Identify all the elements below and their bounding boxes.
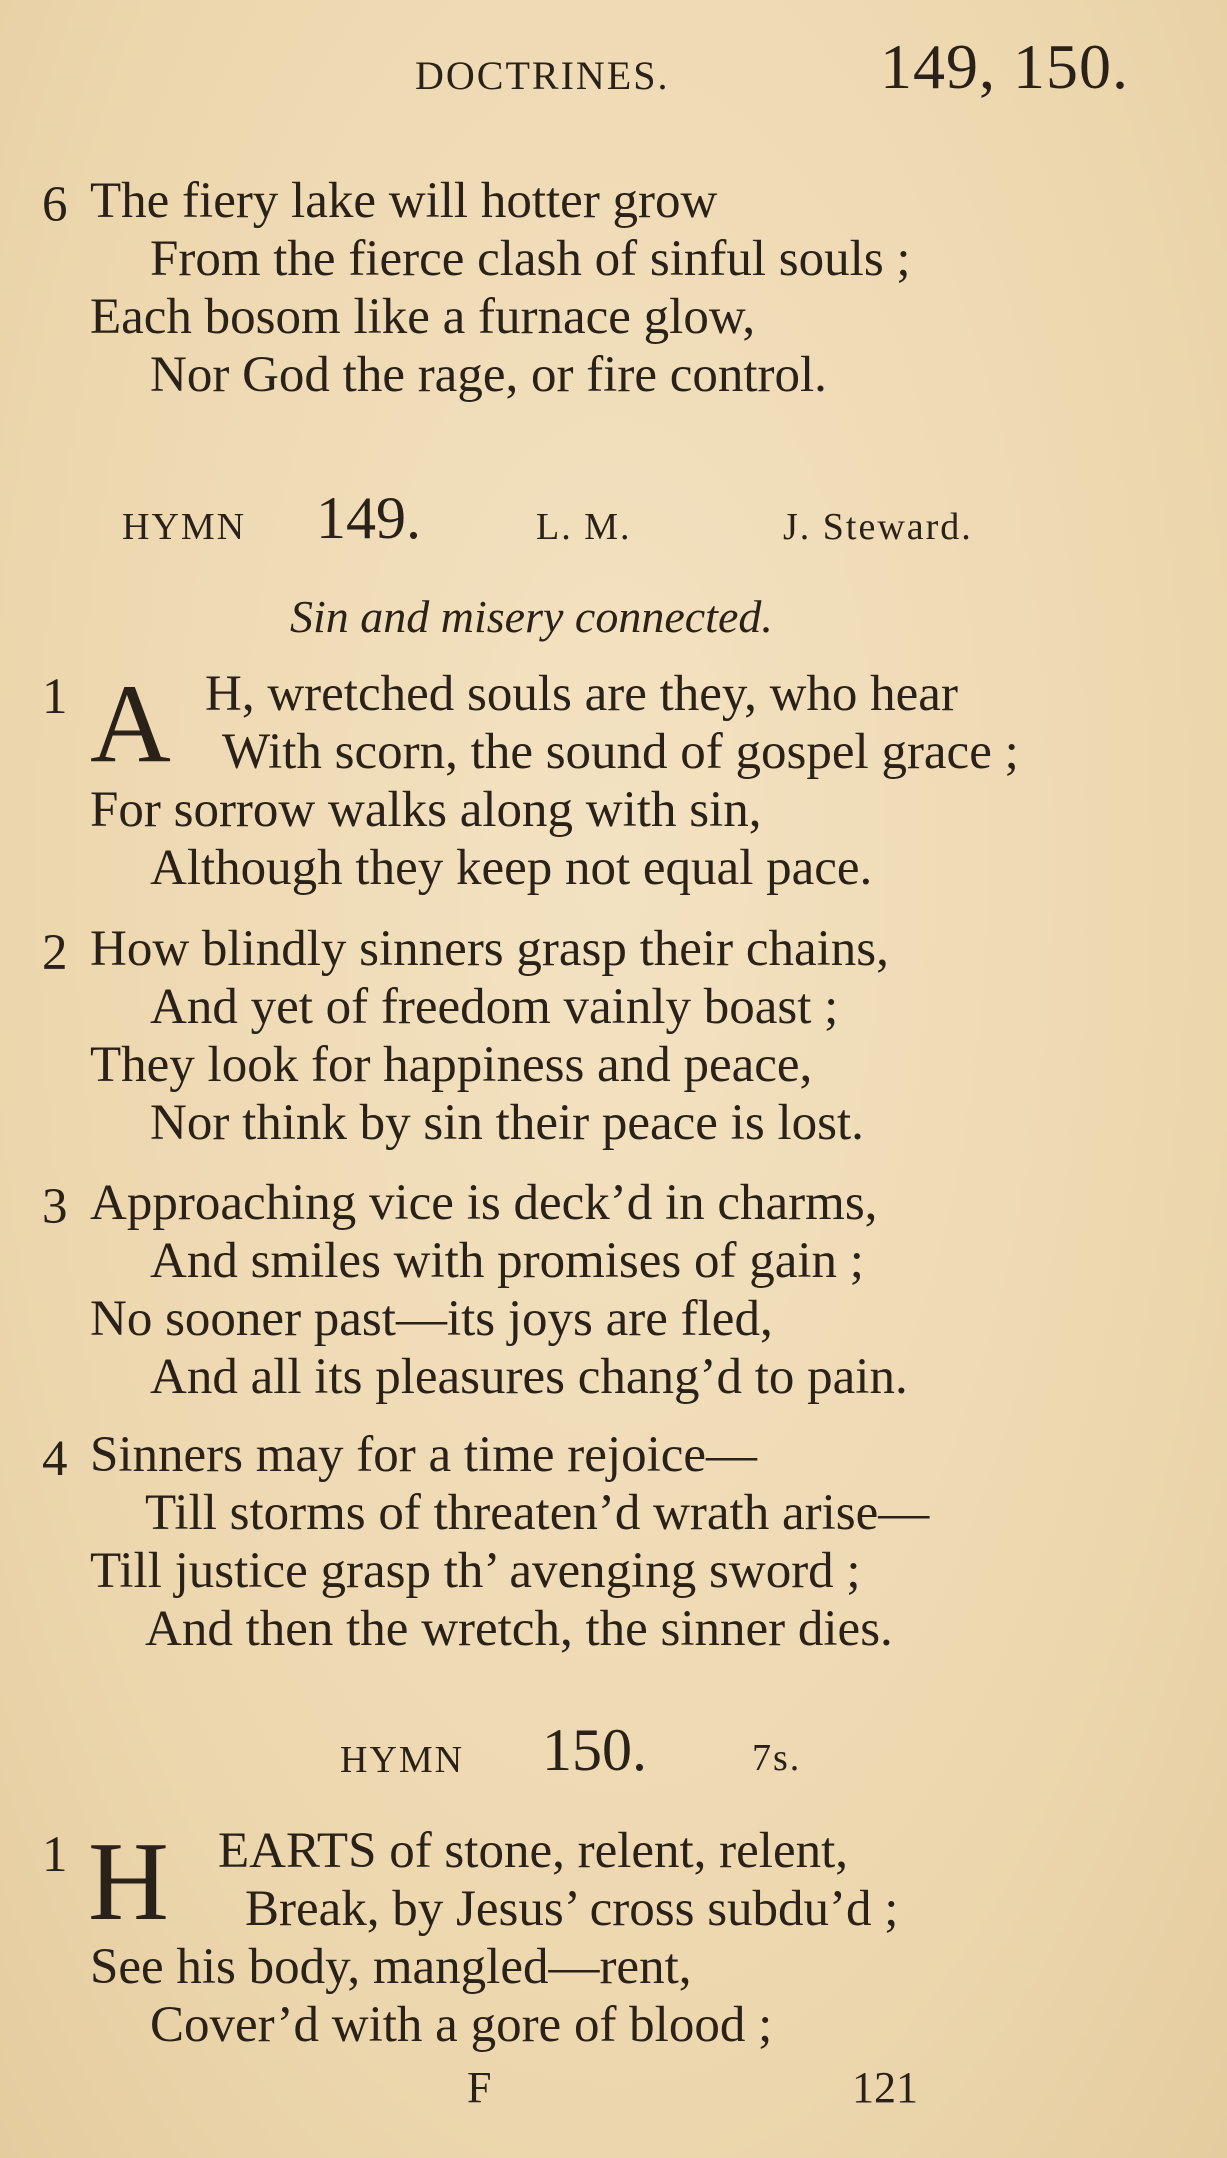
stanza-number: 1: [42, 669, 68, 725]
stanza-line: Approaching vice is deck’d in charms,: [90, 1175, 878, 1231]
page-number: 121: [852, 2063, 918, 2112]
drop-cap: A: [90, 662, 171, 786]
stanza-line: Cover’d with a gore of blood ;: [150, 1997, 773, 2053]
stanza-line: H, wretched souls are they, who hear: [205, 666, 958, 722]
stanza-line: The fiery lake will hotter grow: [90, 173, 718, 229]
stanza-line: Till storms of threaten’d wrath arise—: [145, 1485, 930, 1541]
stanza-line: Till justice grasp th’ avenging sword ;: [90, 1543, 861, 1599]
stanza-line: And then the wretch, the sinner dies.: [145, 1601, 893, 1657]
stanza-line: They look for happiness and peace,: [90, 1037, 813, 1093]
hymn-label: HYMN: [122, 506, 247, 548]
hymn-label: HYMN: [340, 1739, 465, 1781]
stanza-number: 4: [42, 1431, 68, 1487]
hymn-number: 150.: [542, 1717, 647, 1783]
stanza-number: 2: [42, 925, 68, 981]
stanza-line: EARTS of stone, relent, relent,: [218, 1823, 849, 1879]
stanza-line: From the fierce clash of sinful souls ;: [150, 231, 911, 287]
hymn-author: J. Steward.: [783, 506, 973, 548]
stanza-line: And all its pleasures chang’d to pain.: [150, 1349, 908, 1405]
hymn-meter: 7s.: [752, 1737, 802, 1779]
stanza-line: For sorrow walks along with sin,: [90, 782, 762, 838]
stanza-number: 1: [42, 1827, 68, 1883]
stanza-line: No sooner past—its joys are fled,: [90, 1291, 773, 1347]
stanza-line: Break, by Jesus’ cross subdu’d ;: [245, 1881, 899, 1937]
signature-mark: F: [467, 2063, 492, 2112]
stanza-line: Nor think by sin their peace is lost.: [150, 1095, 864, 1151]
stanza-line: Nor God the rage, or fire control.: [150, 347, 827, 403]
stanza-line: Each bosom like a furnace glow,: [90, 289, 756, 345]
running-header-title: DOCTRINES.: [415, 53, 670, 98]
stanza-number: 6: [42, 177, 68, 233]
stanza-line: And smiles with promises of gain ;: [150, 1233, 864, 1289]
stanza-number: 3: [42, 1179, 68, 1235]
stanza-line: Sinners may for a time rejoice—: [90, 1427, 758, 1483]
drop-cap: H: [88, 1820, 169, 1944]
stanza-line: See his body, mangled—rent,: [90, 1939, 692, 1995]
stanza-line: With scorn, the sound of gospel grace ;: [222, 724, 1019, 780]
running-header-numbers: 149, 150.: [880, 31, 1129, 102]
hymn-number: 149.: [316, 485, 421, 551]
stanza-line: And yet of freedom vainly boast ;: [150, 979, 839, 1035]
hymn-meter: L. M.: [536, 506, 632, 548]
hymn-subtitle: Sin and misery connected.: [290, 591, 773, 642]
stanza-line: How blindly sinners grasp their chains,: [90, 921, 889, 977]
stanza-line: Although they keep not equal pace.: [150, 840, 873, 896]
